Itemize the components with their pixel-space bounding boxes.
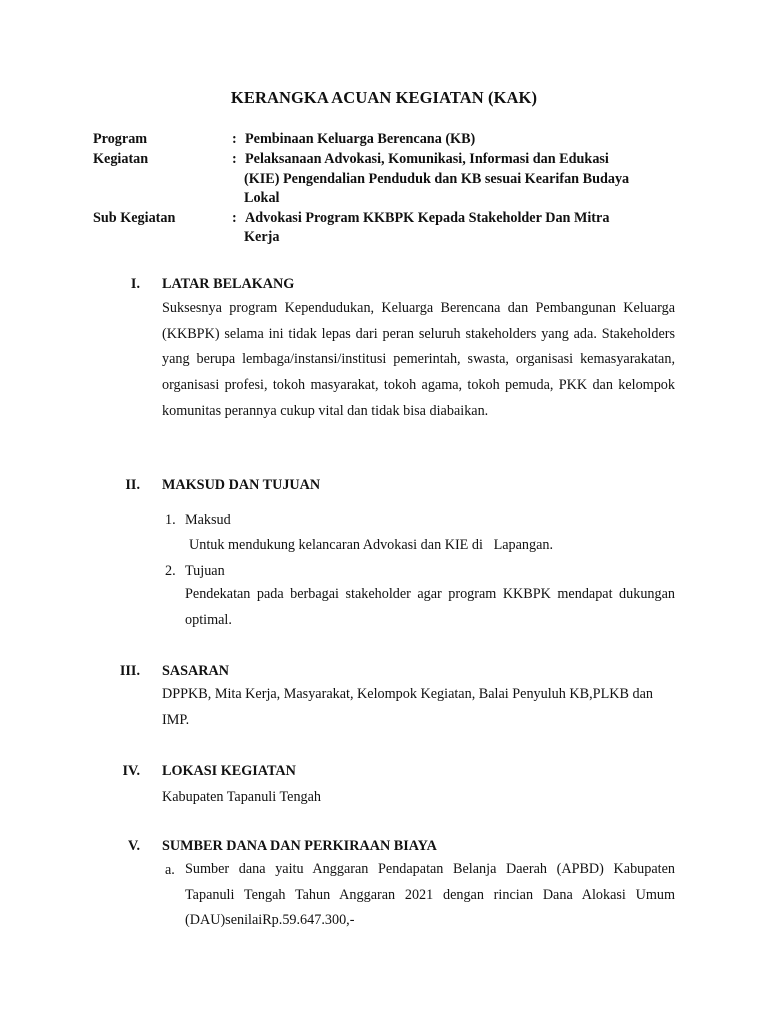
item-a-text: Sumber dana yaitu Anggaran Pendapatan Belanja Daerah (APBD) Kabupaten Tapanuli Tengah Tahun Anggaran 2021 dengan rincian Dana Alokasi Umum (DAU)senilaiRp.59.647.300,- [185, 861, 675, 929]
maksud-number: 1. [165, 512, 176, 528]
tujuan-label: Tujuan [185, 563, 225, 579]
maksud-text: Untuk mendukung kelancaran Advokasi dan KIE di Lapangan. [189, 537, 554, 553]
kegiatan-value-line-3: Lokal [244, 190, 280, 206]
section-1-heading: LATAR BELAKANG [162, 276, 295, 292]
program-label: Program [93, 131, 148, 147]
section-2-heading: MAKSUD DAN TUJUAN [162, 477, 321, 493]
section-5-numeral: V. [128, 838, 140, 854]
document-title: KERANGKA ACUAN KEGIATAN (KAK) [230, 88, 538, 107]
section-3-heading: SASARAN [162, 663, 230, 679]
section-2-numeral: II. [125, 477, 140, 493]
section-4-text: Kabupaten Tapanuli Tengah [162, 789, 322, 805]
sub-kegiatan-label: Sub Kegiatan [93, 210, 176, 226]
program-colon: : [232, 131, 237, 147]
sub-kegiatan-value-line-1: Advokasi Program KKBPK Kepada Stakeholder Dan Mitra [245, 210, 610, 226]
section-3-text: DPPKB, Mita Kerja, Masyarakat, Kelompok Kegiatan, Balai Penyuluh KB,PLKB dan IMP. [162, 686, 653, 728]
sub-kegiatan-colon: : [232, 210, 237, 226]
kegiatan-value-line-2: (KIE) Pengendalian Penduduk dan KB sesuai Kearifan Budaya [244, 171, 630, 187]
kegiatan-value-line-1: Pelaksanaan Advokasi, Komunikasi, Informasi dan Edukasi [245, 151, 609, 167]
kegiatan-colon: : [232, 151, 237, 167]
section-4-heading: LOKASI KEGIATAN [162, 763, 296, 779]
section-1-numeral: I. [130, 276, 140, 292]
section-5-heading: SUMBER DANA DAN PERKIRAAN BIAYA [162, 838, 437, 854]
sub-kegiatan-value-line-2: Kerja [244, 229, 280, 245]
tujuan-number: 2. [165, 563, 176, 579]
kegiatan-label: Kegiatan [93, 151, 149, 167]
program-value: Pembinaan Keluarga Berencana (KB) [245, 131, 476, 147]
section-4-numeral: IV. [122, 763, 140, 779]
tujuan-text: Pendekatan pada berbagai stakeholder agar program KKBPK mendapat dukungan optimal. [185, 586, 675, 628]
section-1-text: Suksesnya program Kependudukan, Keluarga Berencana dan Pembangunan Keluarga (KKBPK) selama ini tidak lepas dari peran seluruh stakeholders yang ada. Stakeholders yang berupa lembaga/instansi/institusi pemerintah, swasta, organisasi kemasyarakatan, organisasi profesi, tokoh masyarakat, tokoh agama, tokoh pemuda, PKK dan kelompok komunitas perannya cukup vital dan tidak bisa diabaikan. [162, 300, 675, 419]
item-a-letter: a. [165, 862, 175, 878]
section-3-numeral: III. [119, 663, 140, 679]
maksud-label: Maksud [185, 512, 231, 528]
